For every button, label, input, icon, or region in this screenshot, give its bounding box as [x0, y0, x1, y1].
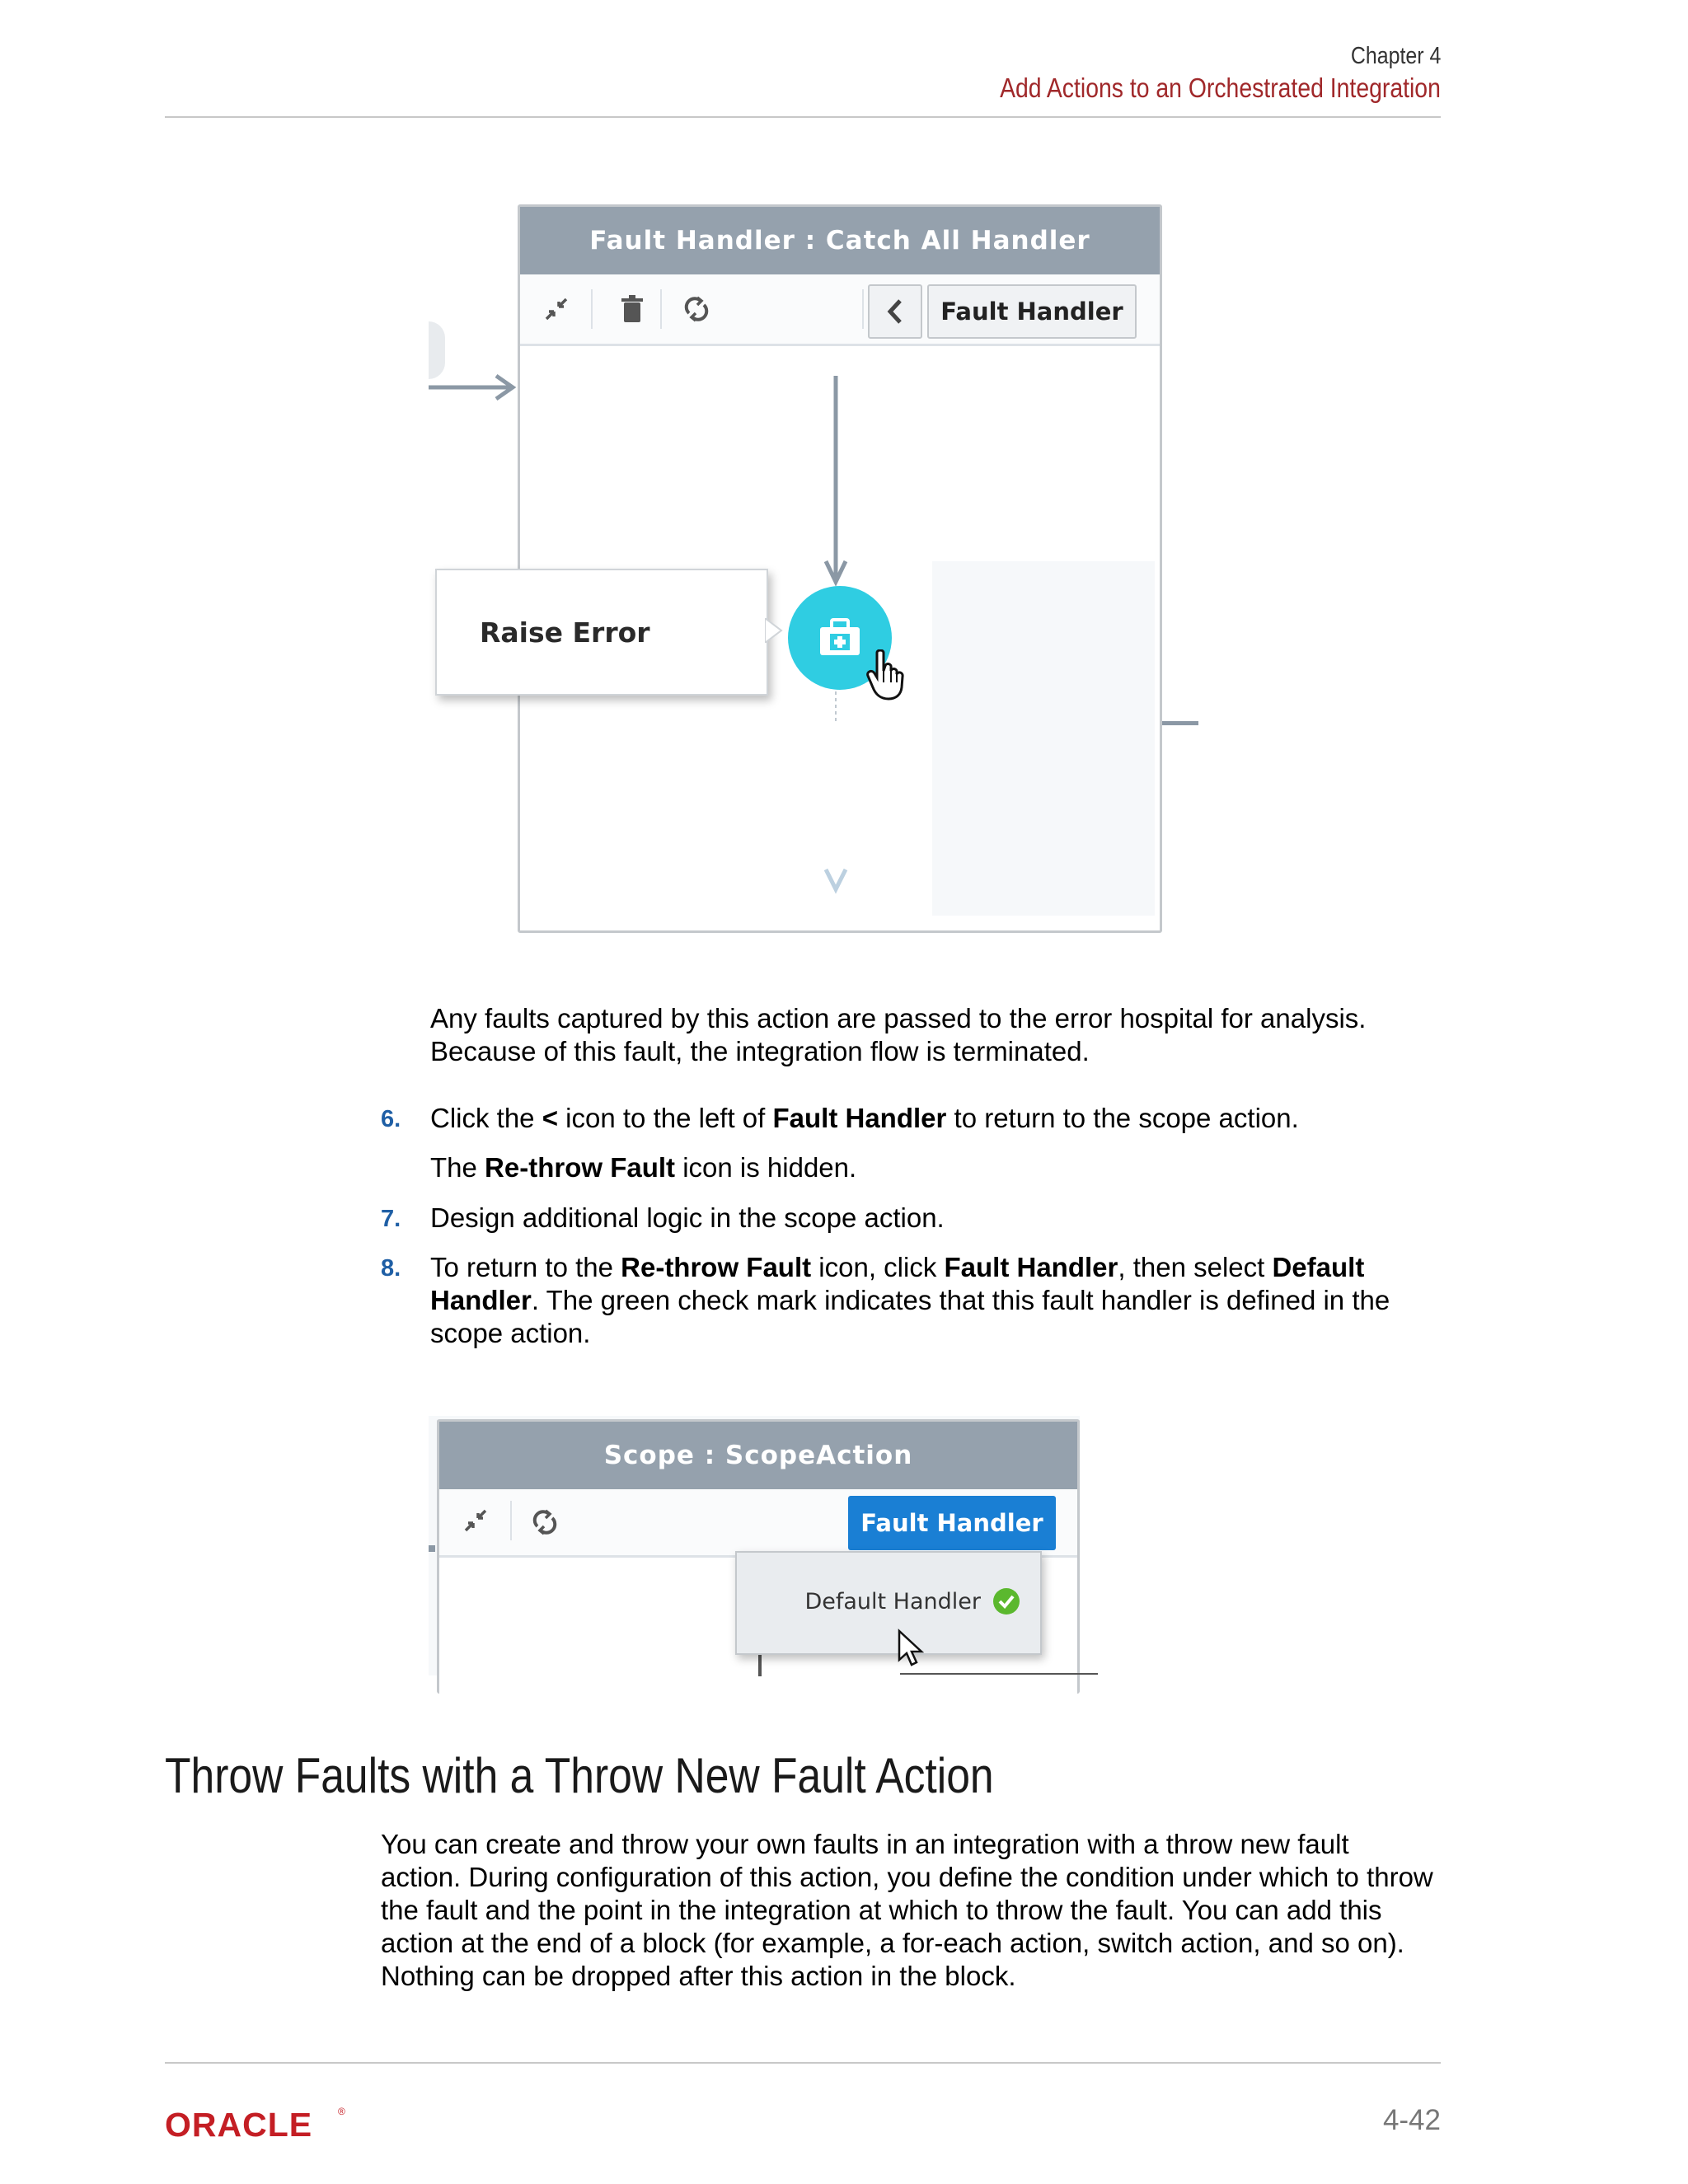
outgoing-line — [1157, 721, 1198, 725]
flow-line-fragment — [758, 1652, 762, 1676]
trash-icon[interactable] — [612, 289, 652, 329]
step-8-number: 8. — [381, 1255, 401, 1282]
page-number: 4-42 — [1382, 2104, 1441, 2136]
scope-toolbar — [439, 1489, 1077, 1558]
toolbar-separator — [660, 289, 662, 329]
incoming-connector — [429, 1545, 435, 1552]
section-heading: Throw Faults with a Throw New Fault Action — [165, 1748, 994, 1803]
step-6-subtext: The Re-throw Fault icon is hidden. — [430, 1152, 857, 1183]
step-7-text: Design additional logic in the scope action. — [430, 1202, 945, 1233]
hand-cursor-icon — [865, 649, 907, 701]
chevron-left-icon — [885, 298, 905, 326]
panel-title: Fault Handler : Catch All Handler — [520, 207, 1160, 274]
scope-figure — [429, 1416, 1104, 1680]
refresh-icon[interactable] — [677, 289, 716, 329]
arrow-cursor-icon — [897, 1629, 925, 1668]
scope-panel-title: Scope : ScopeAction — [439, 1422, 1077, 1489]
paragraph-error-hospital: Any faults captured by this action are passed to the error hospital for analysis. Because of this fault, the integration flow is terminated. — [430, 1003, 1367, 1066]
fault-handler-figure — [429, 198, 1203, 940]
canvas-shade — [932, 561, 1155, 916]
footer-divider — [165, 2062, 1441, 2064]
step-8-text: To return to the Re-throw Fault icon, click Fault Handler, then select Default Handler. The green check mark indicates that this fault handler is defined in the scope action. — [430, 1252, 1390, 1348]
collapse-icon[interactable] — [456, 1501, 495, 1540]
default-handler-menu-item[interactable]: Default Handler — [804, 1588, 981, 1615]
dropdown-arrow-icon — [823, 866, 848, 899]
oracle-logo: ORACLE — [165, 2106, 313, 2144]
fault-handler-button[interactable]: Fault Handler — [927, 284, 1137, 339]
collapse-icon[interactable] — [537, 289, 576, 329]
fault-handler-dropdown — [735, 1551, 1042, 1655]
step-6-number: 6. — [381, 1106, 401, 1132]
check-circle-icon — [992, 1587, 1020, 1615]
incoming-arrow-icon — [429, 371, 519, 404]
refresh-icon[interactable] — [525, 1502, 565, 1542]
back-button[interactable] — [868, 284, 922, 339]
toolbar-separator — [862, 289, 864, 329]
raise-error-label: Raise Error — [480, 616, 650, 649]
briefcase-plus-icon — [817, 617, 863, 658]
header-divider — [165, 116, 1441, 118]
raise-error-card[interactable] — [435, 569, 768, 696]
section-paragraph: You can create and throw your own faults in an integration with a throw new fault action. During configuration of this action, you define the condition under which to throw the fault and the point in the integration at which to throw the fault. You can add this action at the end of a block (for example, a for-each action, switch action, and so on). Nothing can be dropped after this action in the block. — [381, 1829, 1433, 1991]
step-6-text: Click the < icon to the left of Fault Handler to return to the scope action. — [430, 1103, 1299, 1133]
card-pointer — [765, 618, 790, 643]
panel-toolbar — [520, 274, 1160, 346]
chapter-label: Chapter 4 — [1350, 43, 1441, 69]
section-title: Add Actions to an Orchestrated Integration — [1000, 73, 1441, 103]
step-7-number: 7. — [381, 1206, 401, 1232]
panel-edge-line — [900, 1673, 1098, 1675]
toolbar-separator — [510, 1501, 512, 1540]
toolbar-separator — [591, 289, 593, 329]
registered-mark: ® — [338, 2106, 345, 2117]
fault-handler-button[interactable]: Fault Handler — [848, 1496, 1056, 1550]
